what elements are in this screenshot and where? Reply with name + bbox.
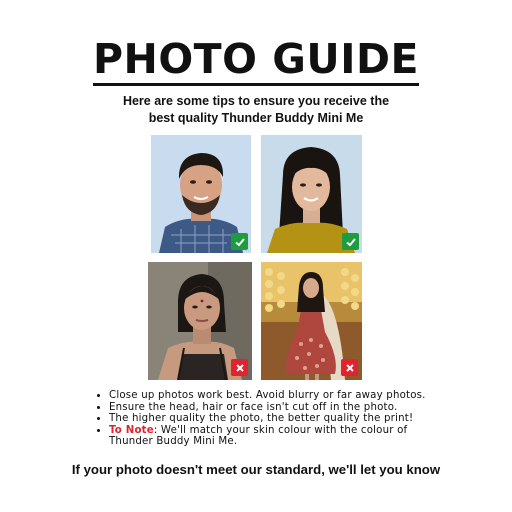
- page-title-text: PHOTO GUIDE: [93, 35, 419, 86]
- check-icon: [234, 236, 246, 248]
- photo-example-good-2: [261, 135, 362, 253]
- footer-message: If your photo doesn't meet our standard, we'll let you know: [71, 462, 441, 477]
- note-text: : We'll match your skin colour with the colour of Thunder Buddy Mini Me.: [109, 424, 408, 447]
- photo-example-bad-2: [261, 262, 362, 380]
- check-badge: [231, 233, 248, 250]
- page-title: [0, 34, 512, 84]
- subtitle-line-1: Here are some tips to ensure you receive the: [122, 94, 390, 108]
- check-badge: [342, 233, 359, 250]
- subtitle-line-2: best quality Thunder Buddy Mini Me: [148, 111, 364, 125]
- subtitle: [0, 93, 512, 127]
- note-label: To Note: [109, 424, 154, 436]
- check-icon: [345, 236, 357, 248]
- x-icon: [344, 362, 356, 374]
- x-badge: [231, 359, 248, 376]
- x-icon: [234, 362, 246, 374]
- photo-example-good-1: [151, 135, 251, 253]
- tip-item: • The higher quality the photo, the better quality the print!: [109, 413, 439, 425]
- x-badge: [341, 359, 358, 376]
- tip-item: • Close up photos work best. Avoid blurry or far away photos.: [109, 390, 439, 402]
- tip-item-note: [109, 425, 439, 448]
- tips-list: [97, 390, 439, 448]
- photo-example-bad-1: [148, 262, 252, 380]
- tip-item: • Ensure the head, hair or face isn't cut off in the photo.: [109, 402, 439, 414]
